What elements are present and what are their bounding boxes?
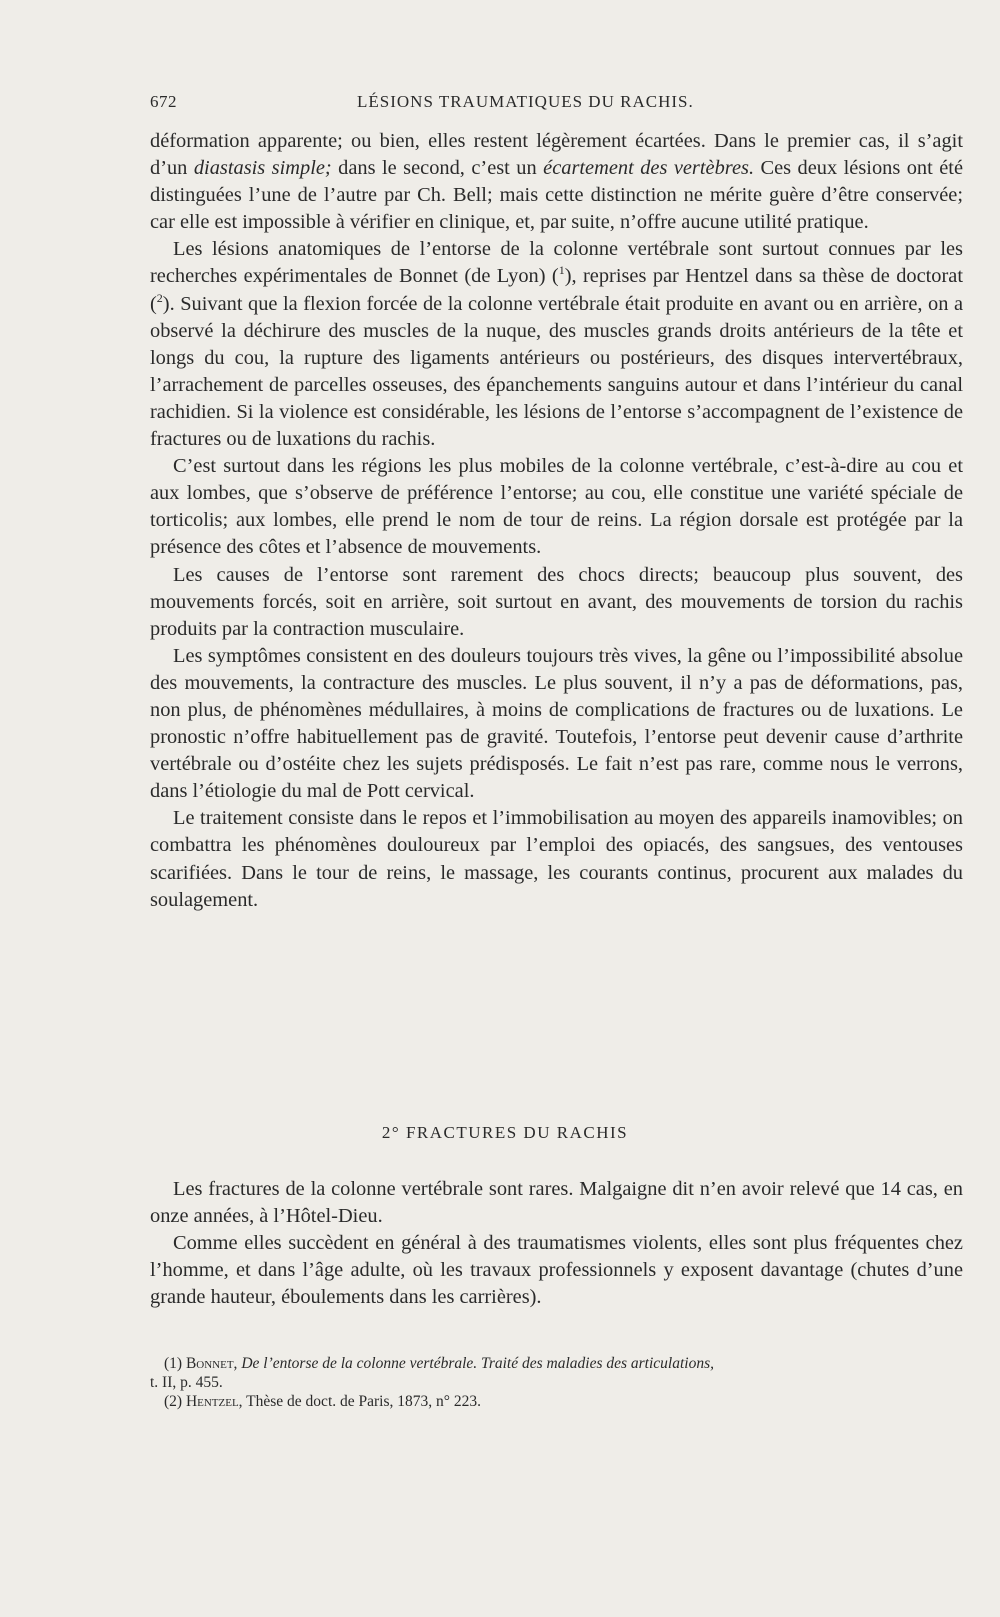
paragraph: Les fractures de la colonne vertébrale sont rares. Malgaigne dit n’en avoir relevé que 14 cas, en onze années, à l’Hôtel-Dieu. [150,1178,963,1228]
footnote-continuation: t. II, p. 455. [150,1374,223,1391]
footnote-ref[interactable]: 2 [156,290,163,305]
body-text-top [150,128,963,914]
paragraph: Le traitement consiste dans le repos et l’immobilisation au moyen des appareils inamovibles; on combattra les phénomènes douloureux par l’emploi des opiacés, des sangsues, des ventouses scarifiées. Dans le tour de reins, le massage, les courants continus, procurent aux malades du soulagement. [150,807,963,911]
paragraph: Les lésions anatomiques de l’entorse de la colonne vertébrale sont surtout connues par les recherches expérimentales de Bonnet (de Lyon) ($^1$), reprises par Hentzel dans sa thèse de doctorat ($^2$). Suivant que la flexion forcée de la colonne vertébrale était produite en avant ou en arrière, on a observé la déchirure des muscles de la nuque, des muscles grands droits antérieurs de la tête et longs du cou, la rupture des ligaments antérieurs ou postérieurs, des disques intervertébraux, l’arrachement de parcelles osseuses, des épanchements sanguins autour et dans l’intérieur du canal rachidien. Si la violence est considérable, les lésions de l’entorse s’accompagnent de l’existence de fractures ou de luxations du rachis. [150,238,963,451]
footnote: (2) Hentzel, Thèse de doct. de Paris, 1873, n° 223. [164,1393,481,1410]
section-title: 2° FRACTURES DU RACHIS [381,1123,629,1142]
footnote-ref[interactable]: 1 [558,263,565,278]
emphasis: diastasis simple; [193,157,332,180]
paragraph: déformation apparente; ou bien, elles restent légèrement écartées. Dans le premier cas, il s’agit d’un diastasis simple; dans le second, c’est un écartement des vertèbres. Ces deux lésions ont été distinguées l’une de l’autre par Ch. Bell; mais cette distinction ne mérite guère d’être conservée; car elle est impossible à vérifier en clinique, et, par suite, n’offre aucune utilité pratique. [150,130,964,234]
footnotes [150,1354,963,1411]
footnote: (1) Bonnet, De l’entorse de la colonne vertébrale. Traité des maladies des articulations, [164,1355,714,1372]
page-number: 672 [150,92,177,111]
paragraph: Comme elles succèdent en général à des traumatismes violents, elles sont plus fréquentes chez l’homme, et dans l’âge adulte, où les travaux professionnels y exposent davantage (chutes d’une grande hauteur, éboulements dans les carrières). [150,1232,963,1309]
paragraph: Les causes de l’entorse sont rarement des chocs directs; beaucoup plus souvent, des mouvements forcés, soit en arrière, soit surtout en avant, des mouvements de torsion du rachis produits par la contraction musculaire. [150,563,963,640]
paragraph: Les symptômes consistent en des douleurs toujours très vives, la gêne ou l’impossibilité absolue des mouvements, la contracture des muscles. Le plus souvent, il n’y a pas de déformations, pas, non plus, de phénomènes médullaires, à moins de complications de fractures ou de luxations. Le pronostic n’offre habituellement pas de gravité. Toutefois, l’entorse peut devenir cause d’arthrite vertébrale ou d’ostéite chez les sujets prédisposés. Le fait n’est pas rare, comme nous le verrons, dans l’étiologie du mal de Pott cervical. [150,644,963,803]
emphasis: écartement des vertèbres. [543,157,755,180]
paragraph: C’est surtout dans les régions les plus mobiles de la colonne vertébrale, c’est-à-dire au cou et aux lombes, que s’observe de préférence l’entorse; au cou, elle constitue une variété spéciale de torticolis; aux lombes, elle prend le nom de tour de reins. La région dorsale est protégée par la présence des côtes et l’absence de mouvements. [150,455,963,559]
body-text-bottom [150,1176,963,1311]
running-title: LÉSIONS TRAUMATIQUES DU RACHIS. [357,92,694,111]
